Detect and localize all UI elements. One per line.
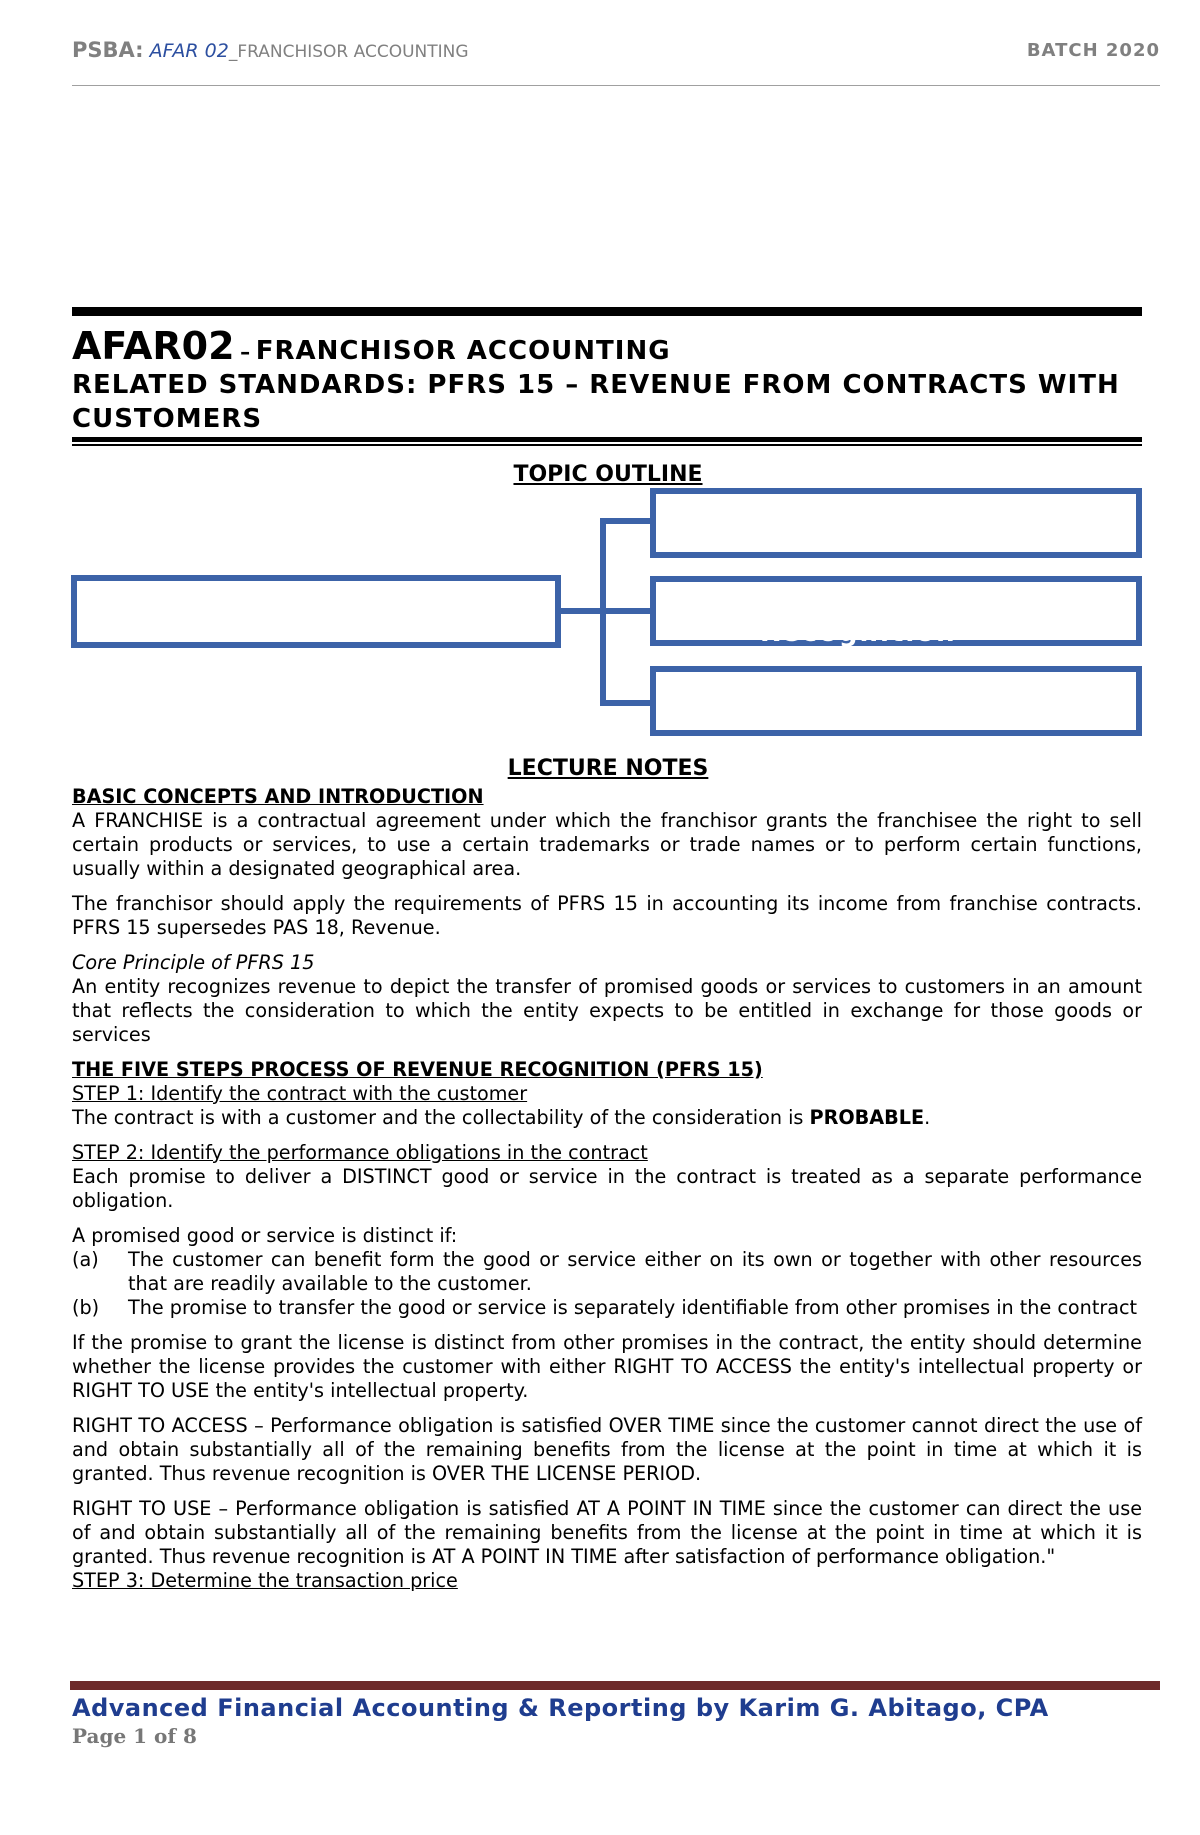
title-bottom-rule-thick [72, 437, 1142, 442]
step3-heading: STEP 3: Determine the transaction price [72, 1569, 458, 1592]
page-prefix: Page [72, 1724, 134, 1748]
step2-text: Each promise to deliver a DISTINCT good or service in the contract is treated as a separate performance obligation. [72, 1165, 1142, 1212]
distinct-criteria-list [72, 1248, 1142, 1320]
outline-root-box [74, 578, 558, 645]
list-item-text: The promise to transfer the good or service is separately identifiable from other promises in the contract [128, 1296, 1138, 1319]
outline-branch-box-1 [653, 491, 1139, 555]
core-principle-text: An entity recognizes revenue to depict the transfer of promised goods or services to customers in an amount that reflects the consideration to which the entity expects to be entitled in exchange for those goods or services [72, 975, 1142, 1046]
related-standards: RELATED STANDARDS: PFRS 15 – REVENUE FROM CONTRACTS WITH CUSTOMERS [72, 370, 1120, 434]
page-number [72, 1724, 197, 1748]
running-header [72, 38, 1160, 68]
title-top-rule [72, 307, 1142, 316]
header-course-title: _FRANCHISOR ACCOUNTING [228, 42, 469, 62]
header-divider [72, 85, 1160, 86]
lecture-body [72, 785, 1142, 1593]
license-text: If the promise to grant the license is distinct from other promises in the contract, the entity should determine whether the license provides the customer with either RIGHT TO ACCESS the entity's intellectual property or RIGHT TO USE the entity's intellectual property. [72, 1331, 1142, 1402]
title-dash: – [240, 340, 251, 364]
franchise-definition: A FRANCHISE is a contractual agreement under which the franchisor grants the franchisee the right to sell certain products or services, to use a certain trademarks or trade names or to perform certain functions, usually within a designated geographical area. [72, 809, 1142, 880]
title-name: FRANCHISOR ACCOUNTING [255, 336, 671, 366]
footer-divider [70, 1681, 1160, 1690]
lecture-notes-heading: LECTURE NOTES [507, 756, 709, 781]
header-batch: BATCH 2020 [1026, 40, 1160, 61]
step1-text-body: The contract is with a customer and the collectability of the consideration is [72, 1106, 810, 1129]
basic-concepts-heading: BASIC CONCEPTS AND INTRODUCTION [72, 785, 484, 808]
header-course-code: AFAR 02 [149, 40, 229, 62]
title-bottom-rule-thin [72, 444, 1142, 446]
page-current: 1 [133, 1724, 148, 1748]
distinct-intro: A promised good or service is distinct if: [72, 1224, 458, 1247]
list-item [72, 1248, 1142, 1296]
five-steps-heading: THE FIVE STEPS PROCESS OF REVENUE RECOGNITION (PFRS 15) [72, 1058, 763, 1081]
right-to-access-text: RIGHT TO ACCESS – Performance obligation is satisfied OVER TIME since the customer cannot direct the use of and obtain substantially all of the remaining benefits from the license at the point in time at which it is granted. Thus revenue recognition is OVER THE LICENSE PERIOD. [72, 1414, 1142, 1485]
step1-heading: STEP 1: Identify the contract with the customer [72, 1082, 528, 1105]
list-item-label: (a) [72, 1248, 99, 1271]
header-course [72, 38, 469, 62]
page-of: of [147, 1724, 183, 1748]
header-brand: PSBA: [72, 38, 144, 62]
outline-branch-box-3 [653, 669, 1139, 733]
step1-text [72, 1106, 1142, 1130]
list-item [72, 1296, 1142, 1320]
list-item-label: (b) [72, 1296, 100, 1319]
document-title [72, 324, 671, 368]
title-code: AFAR02 [72, 324, 235, 368]
step2-heading: STEP 2: Identify the performance obligations in the contract [72, 1141, 648, 1164]
step1-text-end: . [924, 1106, 931, 1129]
list-item-text: The customer can benefit form the good or service either on its own or together with other resources that are readily available to the customer. [128, 1248, 1142, 1295]
core-principle-heading: Core Principle of PFRS 15 [72, 951, 315, 974]
topic-outline-heading: TOPIC OUTLINE [513, 462, 703, 487]
footer-title: Advanced Financial Accounting & Reporting by Karim G. Abitago, CPA [72, 1694, 1049, 1722]
right-to-use-text: RIGHT TO USE – Performance obligation is satisfied AT A POINT IN TIME since the customer can direct the use of and obtain substantially all of the remaining benefits from the license at the point in time at which it is granted. Thus revenue recognition is AT A POINT IN TIME after satisfaction of performance obligation." [72, 1497, 1142, 1568]
outline-box-2-label: Recognition [760, 618, 957, 648]
page-total: 8 [182, 1724, 197, 1748]
step1-probable: PROBABLE [809, 1106, 925, 1129]
pfrs-application: The franchisor should apply the requirements of PFRS 15 in accounting its income from franchise contracts. PFRS 15 supersedes PAS 18, Revenue. [72, 892, 1142, 939]
